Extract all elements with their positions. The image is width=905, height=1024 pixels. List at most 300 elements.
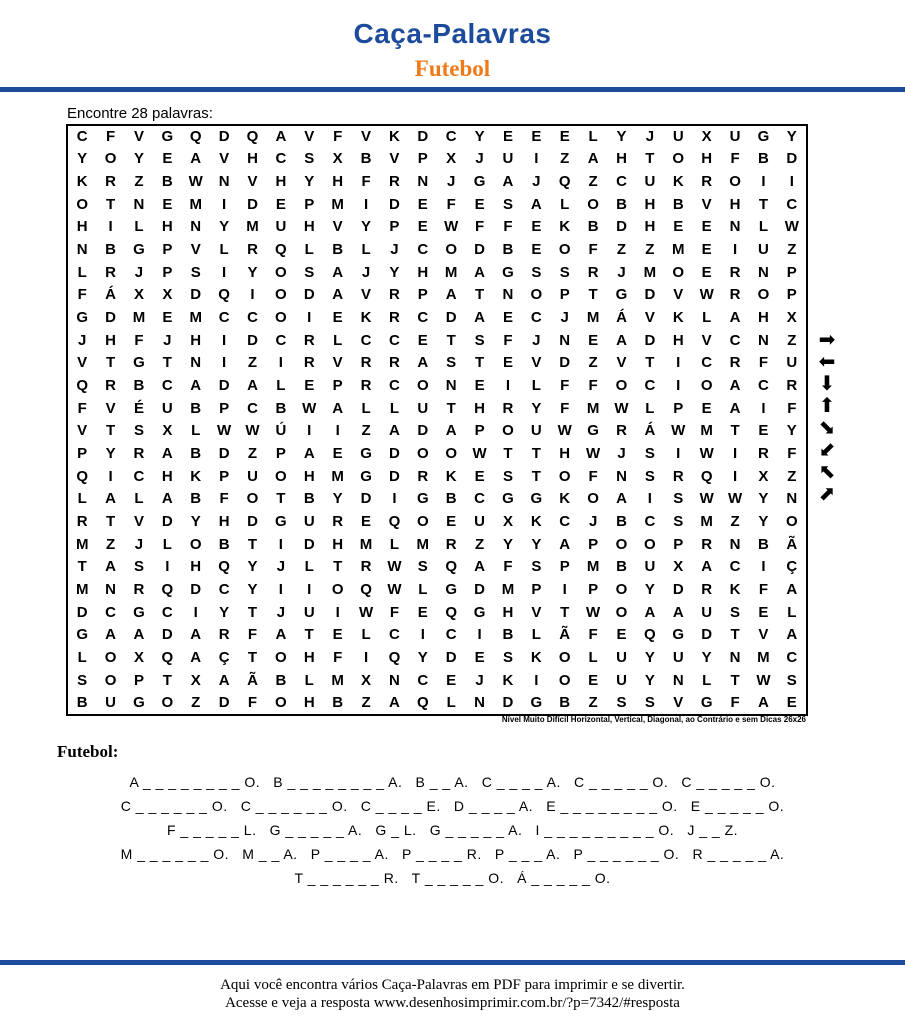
grid-letter[interactable]: J xyxy=(532,331,541,349)
grid-letter[interactable]: V xyxy=(304,127,315,145)
grid-letter[interactable]: L xyxy=(446,694,456,712)
grid-letter[interactable]: J xyxy=(390,241,399,259)
grid-letter[interactable]: P xyxy=(133,671,144,689)
grid-letter[interactable]: A xyxy=(388,694,400,712)
grid-letter[interactable]: F xyxy=(247,626,258,644)
grid-letter[interactable]: N xyxy=(559,331,571,349)
grid-letter[interactable]: E xyxy=(531,127,542,145)
grid-letter[interactable]: N xyxy=(729,535,741,553)
grid-letter[interactable]: R xyxy=(133,444,145,462)
grid-letter[interactable]: I xyxy=(307,309,312,327)
grid-letter[interactable]: Q xyxy=(161,580,174,598)
grid-letter[interactable]: H xyxy=(672,331,684,349)
grid-letter[interactable]: E xyxy=(701,241,712,259)
grid-letter[interactable]: M xyxy=(331,195,344,213)
grid-letter[interactable]: G xyxy=(133,241,145,259)
grid-letter[interactable]: Q xyxy=(161,648,174,666)
grid-letter[interactable]: K xyxy=(530,512,542,530)
grid-letter[interactable]: X xyxy=(701,127,712,145)
grid-letter[interactable]: V xyxy=(332,218,343,236)
grid-letter[interactable]: C xyxy=(786,648,798,666)
grid-letter[interactable]: A xyxy=(105,626,116,644)
grid-letter[interactable]: B xyxy=(672,195,684,213)
grid-letter[interactable]: R xyxy=(616,422,627,440)
grid-letter[interactable]: N xyxy=(502,286,514,304)
grid-letter[interactable]: E xyxy=(701,263,712,281)
grid-letter[interactable]: E xyxy=(275,195,286,213)
grid-letter[interactable]: E xyxy=(162,150,173,168)
grid-letter[interactable]: T xyxy=(105,422,116,440)
grid-letter[interactable]: R xyxy=(672,467,684,485)
grid-letter[interactable]: E xyxy=(786,694,797,712)
grid-letter[interactable]: W xyxy=(387,580,402,598)
grid-letter[interactable]: Z xyxy=(787,331,797,349)
grid-letter[interactable]: I xyxy=(165,558,170,576)
grid-letter[interactable]: C xyxy=(218,309,230,327)
grid-letter[interactable]: J xyxy=(361,263,371,281)
grid-letter[interactable]: L xyxy=(333,331,343,349)
grid-letter[interactable]: C xyxy=(644,377,656,395)
grid-letter[interactable]: T xyxy=(247,648,258,666)
grid-letter[interactable]: O xyxy=(644,535,656,553)
grid-letter[interactable]: G xyxy=(133,603,145,621)
grid-letter[interactable]: A xyxy=(190,648,202,666)
grid-letter[interactable]: P xyxy=(559,558,570,576)
grid-letter[interactable]: Y xyxy=(219,218,230,236)
grid-letter[interactable]: T xyxy=(105,512,116,530)
grid-letter[interactable]: B xyxy=(757,535,769,553)
grid-letter[interactable]: M xyxy=(700,512,713,530)
grid-letter[interactable]: H xyxy=(502,603,514,621)
grid-letter[interactable]: E xyxy=(417,218,428,236)
grid-letter[interactable]: G xyxy=(473,603,486,621)
grid-letter[interactable]: F xyxy=(588,377,598,395)
grid-letter[interactable]: A xyxy=(672,603,684,621)
grid-letter[interactable]: E xyxy=(304,377,315,395)
grid-letter[interactable]: Q xyxy=(445,603,458,621)
grid-letter[interactable]: Y xyxy=(219,603,230,621)
grid-letter[interactable]: E xyxy=(417,331,428,349)
grid-letter[interactable]: S xyxy=(616,694,627,712)
grid-letter[interactable]: Y xyxy=(644,671,655,689)
grid-letter[interactable]: O xyxy=(416,512,429,530)
grid-letter[interactable]: Q xyxy=(388,648,401,666)
grid-letter[interactable]: M xyxy=(189,195,202,213)
grid-letter[interactable]: P xyxy=(389,218,400,236)
grid-letter[interactable]: I xyxy=(761,173,766,191)
grid-letter[interactable]: G xyxy=(161,127,174,145)
grid-letter[interactable]: Ç xyxy=(786,558,798,576)
grid-letter[interactable]: B xyxy=(616,195,627,213)
grid-letter[interactable]: T xyxy=(503,444,513,462)
grid-letter[interactable]: T xyxy=(645,150,655,168)
grid-letter[interactable]: T xyxy=(105,354,116,372)
grid-letter[interactable]: D xyxy=(303,535,315,553)
grid-letter[interactable]: P xyxy=(275,444,286,462)
grid-letter[interactable]: J xyxy=(617,444,626,462)
grid-letter[interactable]: L xyxy=(162,535,172,553)
grid-letter[interactable]: T xyxy=(446,331,456,349)
grid-letter[interactable]: R xyxy=(303,331,315,349)
grid-letter[interactable]: T xyxy=(588,286,598,304)
grid-letter[interactable]: O xyxy=(530,286,543,304)
grid-letter[interactable]: V xyxy=(133,512,144,530)
grid-letter[interactable]: U xyxy=(616,671,627,689)
grid-letter[interactable]: R xyxy=(105,377,116,395)
grid-letter[interactable]: E xyxy=(474,467,485,485)
grid-letter[interactable]: F xyxy=(105,127,116,145)
grid-letter[interactable]: O xyxy=(331,580,344,598)
grid-letter[interactable]: P xyxy=(417,286,428,304)
grid-letter[interactable]: I xyxy=(307,580,312,598)
grid-letter[interactable]: Y xyxy=(474,127,485,145)
grid-letter[interactable]: M xyxy=(359,535,373,553)
grid-letter[interactable]: A xyxy=(275,127,287,145)
grid-letter[interactable]: P xyxy=(531,580,542,598)
grid-letter[interactable]: E xyxy=(701,218,712,236)
grid-letter[interactable]: I xyxy=(534,150,539,168)
grid-letter[interactable]: X xyxy=(133,648,144,666)
grid-letter[interactable]: Z xyxy=(474,535,485,553)
grid-letter[interactable]: H xyxy=(303,467,315,485)
grid-letter[interactable]: Ç xyxy=(218,648,230,666)
grid-letter[interactable]: L xyxy=(219,241,229,259)
grid-letter[interactable]: B xyxy=(105,241,116,259)
grid-letter[interactable]: E xyxy=(474,648,485,666)
grid-letter[interactable]: C xyxy=(275,331,287,349)
grid-letter[interactable]: B xyxy=(275,399,287,417)
grid-letter[interactable]: J xyxy=(78,331,87,349)
grid-letter[interactable]: C xyxy=(388,626,400,644)
grid-letter[interactable]: O xyxy=(502,422,514,440)
grid-letter[interactable]: Q xyxy=(360,580,372,598)
grid-letter[interactable]: B xyxy=(161,173,173,191)
grid-letter[interactable]: B xyxy=(616,558,627,576)
grid-letter[interactable]: N xyxy=(672,671,684,689)
grid-letter[interactable]: S xyxy=(531,263,542,281)
grid-letter[interactable]: N xyxy=(417,173,429,191)
grid-letter[interactable]: M xyxy=(586,309,600,327)
grid-letter[interactable]: J xyxy=(532,173,541,191)
grid-letter[interactable]: O xyxy=(275,263,287,281)
grid-letter[interactable]: S xyxy=(446,354,457,372)
grid-letter[interactable]: F xyxy=(247,694,258,712)
grid-letter[interactable]: T xyxy=(730,422,740,440)
grid-letter[interactable]: L xyxy=(588,648,598,666)
grid-letter[interactable]: U xyxy=(672,127,684,145)
grid-letter[interactable]: H xyxy=(218,512,230,530)
grid-letter[interactable]: C xyxy=(644,512,656,530)
grid-letter[interactable]: V xyxy=(701,195,712,213)
grid-letter[interactable]: D xyxy=(218,444,230,462)
grid-letter[interactable]: U xyxy=(161,399,173,417)
grid-letter[interactable]: B xyxy=(559,694,571,712)
grid-letter[interactable]: V xyxy=(361,286,372,304)
grid-letter[interactable]: P xyxy=(219,399,230,417)
grid-letter[interactable]: I xyxy=(534,671,539,689)
grid-letter[interactable]: K xyxy=(190,467,202,485)
grid-letter[interactable]: G xyxy=(502,490,514,508)
grid-letter[interactable]: L xyxy=(361,399,371,417)
grid-letter[interactable]: Y xyxy=(701,648,712,666)
grid-letter[interactable]: D xyxy=(388,195,400,213)
grid-letter[interactable]: F xyxy=(333,648,343,666)
grid-letter[interactable]: R xyxy=(729,263,741,281)
grid-letter[interactable]: Z xyxy=(787,241,797,259)
grid-letter[interactable]: B xyxy=(190,399,202,417)
grid-letter[interactable]: L xyxy=(191,422,201,440)
grid-letter[interactable]: P xyxy=(417,150,428,168)
grid-letter[interactable]: C xyxy=(133,467,145,485)
grid-letter[interactable]: W xyxy=(358,603,374,621)
grid-letter[interactable]: L xyxy=(304,671,314,689)
grid-letter[interactable]: Z xyxy=(645,241,655,259)
grid-letter[interactable]: O xyxy=(275,286,287,304)
grid-letter[interactable]: A xyxy=(332,286,344,304)
grid-letter[interactable]: M xyxy=(672,241,685,259)
grid-letter[interactable]: A xyxy=(161,490,173,508)
grid-letter[interactable]: I xyxy=(761,399,766,417)
grid-letter[interactable]: B xyxy=(332,241,344,259)
grid-letter[interactable]: I xyxy=(108,218,113,236)
grid-letter[interactable]: H xyxy=(332,535,344,553)
grid-letter[interactable]: D xyxy=(644,331,656,349)
grid-letter[interactable]: I xyxy=(222,331,227,349)
grid-letter[interactable]: C xyxy=(417,309,429,327)
grid-letter[interactable]: E xyxy=(588,331,599,349)
grid-letter[interactable]: A xyxy=(786,626,798,644)
grid-letter[interactable]: Y xyxy=(190,512,201,530)
grid-letter[interactable]: C xyxy=(445,626,457,644)
grid-letter[interactable]: W xyxy=(444,218,459,236)
grid-letter[interactable]: Q xyxy=(445,558,458,576)
grid-letter[interactable]: D xyxy=(360,490,372,508)
grid-letter[interactable]: Q xyxy=(218,558,230,576)
grid-letter[interactable]: H xyxy=(616,150,627,168)
grid-letter[interactable]: C xyxy=(757,377,769,395)
grid-letter[interactable]: D xyxy=(388,444,400,462)
grid-letter[interactable]: E xyxy=(502,127,513,145)
grid-letter[interactable]: Z xyxy=(191,694,201,712)
grid-letter[interactable]: H xyxy=(161,218,173,236)
grid-letter[interactable]: D xyxy=(161,626,173,644)
grid-letter[interactable]: M xyxy=(586,558,600,576)
grid-letter[interactable]: I xyxy=(222,195,227,213)
grid-letter[interactable]: D xyxy=(247,331,258,349)
grid-letter[interactable]: N xyxy=(729,218,741,236)
grid-letter[interactable]: C xyxy=(530,309,542,327)
grid-letter[interactable]: Z xyxy=(616,241,627,259)
grid-letter[interactable]: E xyxy=(446,512,457,530)
grid-letter[interactable]: H xyxy=(105,331,116,349)
grid-letter[interactable]: P xyxy=(304,195,315,213)
grid-letter[interactable]: P xyxy=(474,422,485,440)
grid-letter[interactable]: V xyxy=(616,354,627,372)
grid-letter[interactable]: E xyxy=(559,127,570,145)
grid-letter[interactable]: V xyxy=(758,626,769,644)
grid-letter[interactable]: U xyxy=(417,399,429,417)
grid-letter[interactable]: O xyxy=(700,377,713,395)
grid-letter[interactable]: E xyxy=(417,603,428,621)
grid-letter[interactable]: M xyxy=(757,648,770,666)
grid-letter[interactable]: U xyxy=(644,173,656,191)
grid-letter[interactable]: B xyxy=(76,694,88,712)
grid-letter[interactable]: T xyxy=(105,195,116,213)
grid-letter[interactable]: Z xyxy=(361,422,371,440)
grid-letter[interactable]: W xyxy=(387,558,402,576)
grid-letter[interactable]: O xyxy=(729,173,741,191)
grid-letter[interactable]: L xyxy=(77,648,87,666)
grid-letter[interactable]: Ã xyxy=(559,626,571,644)
grid-letter[interactable]: B xyxy=(757,150,769,168)
grid-letter[interactable]: C xyxy=(729,558,741,576)
grid-letter[interactable]: T xyxy=(446,399,456,417)
grid-letter[interactable]: W xyxy=(557,422,572,440)
grid-letter[interactable]: F xyxy=(588,626,598,644)
grid-letter[interactable]: V xyxy=(332,354,343,372)
grid-letter[interactable]: Z xyxy=(105,535,116,553)
grid-letter[interactable]: H xyxy=(729,195,741,213)
grid-letter[interactable]: K xyxy=(76,173,88,191)
grid-letter[interactable]: L xyxy=(304,558,314,576)
grid-letter[interactable]: Y xyxy=(361,218,372,236)
grid-letter[interactable]: D xyxy=(474,241,485,259)
grid-letter[interactable]: E xyxy=(361,512,372,530)
grid-letter[interactable]: K xyxy=(559,218,571,236)
grid-letter[interactable]: A xyxy=(701,558,713,576)
grid-letter[interactable]: B xyxy=(303,490,315,508)
grid-letter[interactable]: L xyxy=(588,127,598,145)
grid-letter[interactable]: L xyxy=(702,671,712,689)
grid-letter[interactable]: X xyxy=(446,150,457,168)
grid-letter[interactable]: U xyxy=(729,127,741,145)
grid-letter[interactable]: M xyxy=(501,580,515,598)
grid-letter[interactable]: A xyxy=(474,263,485,281)
grid-letter[interactable]: T xyxy=(162,671,172,689)
grid-letter[interactable]: E xyxy=(417,195,428,213)
grid-letter[interactable]: Z xyxy=(361,694,371,712)
grid-letter[interactable]: U xyxy=(105,694,116,712)
grid-letter[interactable]: T xyxy=(247,603,258,621)
grid-letter[interactable]: S xyxy=(190,263,201,281)
grid-letter[interactable]: K xyxy=(530,648,542,666)
grid-letter[interactable]: Y xyxy=(247,558,258,576)
grid-letter[interactable]: P xyxy=(588,535,599,553)
grid-letter[interactable]: F xyxy=(503,218,513,236)
grid-letter[interactable]: T xyxy=(730,626,740,644)
grid-letter[interactable]: O xyxy=(161,694,174,712)
grid-letter[interactable]: A xyxy=(445,286,457,304)
grid-letter[interactable]: F xyxy=(758,580,768,598)
grid-letter[interactable]: U xyxy=(701,603,713,621)
grid-letter[interactable]: N xyxy=(218,173,230,191)
grid-letter[interactable]: O xyxy=(445,241,458,259)
grid-letter[interactable]: H xyxy=(559,444,571,462)
grid-letter[interactable]: I xyxy=(108,467,113,485)
grid-letter[interactable]: D xyxy=(218,127,230,145)
grid-letter[interactable]: O xyxy=(558,467,571,485)
grid-letter[interactable]: D xyxy=(502,694,514,712)
grid-letter[interactable]: S xyxy=(133,558,144,576)
grid-letter[interactable]: O xyxy=(416,377,429,395)
grid-letter[interactable]: I xyxy=(676,377,681,395)
grid-letter[interactable]: X xyxy=(190,671,201,689)
grid-letter[interactable]: R xyxy=(417,467,429,485)
grid-letter[interactable]: L xyxy=(77,490,87,508)
grid-letter[interactable]: A xyxy=(729,377,741,395)
grid-letter[interactable]: N xyxy=(474,694,485,712)
grid-letter[interactable]: Y xyxy=(247,580,258,598)
grid-letter[interactable]: A xyxy=(587,150,599,168)
grid-letter[interactable]: Z xyxy=(588,173,598,191)
grid-letter[interactable]: J xyxy=(276,603,286,621)
grid-letter[interactable]: D xyxy=(445,648,457,666)
grid-letter[interactable]: P xyxy=(673,535,684,553)
grid-letter[interactable]: A xyxy=(190,377,202,395)
grid-letter[interactable]: R xyxy=(332,512,344,530)
grid-letter[interactable]: I xyxy=(278,354,283,372)
grid-letter[interactable]: N xyxy=(105,580,116,598)
grid-letter[interactable]: I xyxy=(193,603,198,621)
grid-letter[interactable]: C xyxy=(247,309,258,327)
grid-letter[interactable]: C xyxy=(360,331,372,349)
grid-letter[interactable]: A xyxy=(474,558,485,576)
grid-letter[interactable]: V xyxy=(389,150,400,168)
grid-letter[interactable]: A xyxy=(757,694,769,712)
grid-letter[interactable]: U xyxy=(786,354,798,372)
grid-letter[interactable]: Y xyxy=(531,535,542,553)
grid-letter[interactable]: O xyxy=(615,580,628,598)
grid-letter[interactable]: S xyxy=(502,648,513,666)
grid-letter[interactable]: Á xyxy=(644,422,656,440)
grid-letter[interactable]: G xyxy=(275,512,287,530)
grid-letter[interactable]: A xyxy=(417,354,429,372)
grid-letter[interactable]: K xyxy=(672,309,684,327)
grid-letter[interactable]: M xyxy=(246,218,259,236)
grid-letter[interactable]: L xyxy=(418,580,428,598)
grid-letter[interactable]: H xyxy=(190,558,202,576)
grid-letter[interactable]: Y xyxy=(786,127,797,145)
grid-letter[interactable]: I xyxy=(307,422,312,440)
grid-letter[interactable]: G xyxy=(615,286,628,304)
grid-letter[interactable]: H xyxy=(332,173,344,191)
grid-letter[interactable]: M xyxy=(416,535,430,553)
grid-letter[interactable]: O xyxy=(558,648,571,666)
grid-letter[interactable]: Á xyxy=(105,286,116,304)
grid-letter[interactable]: R xyxy=(105,173,116,191)
grid-letter[interactable]: I xyxy=(278,580,283,598)
grid-letter[interactable]: L xyxy=(531,377,541,395)
grid-letter[interactable]: D xyxy=(105,309,116,327)
grid-letter[interactable]: S xyxy=(502,195,513,213)
grid-letter[interactable]: M xyxy=(700,422,713,440)
grid-letter[interactable]: E xyxy=(758,422,769,440)
grid-letter[interactable]: C xyxy=(729,331,741,349)
grid-letter[interactable]: S xyxy=(644,467,655,485)
grid-letter[interactable]: E xyxy=(162,309,173,327)
grid-letter[interactable]: O xyxy=(416,444,429,462)
grid-letter[interactable]: E xyxy=(474,377,485,395)
grid-letter[interactable]: R xyxy=(445,535,457,553)
grid-letter[interactable]: X xyxy=(673,558,684,576)
grid-letter[interactable]: D xyxy=(644,286,656,304)
grid-letter[interactable]: L xyxy=(276,377,286,395)
grid-letter[interactable]: L xyxy=(77,263,87,281)
grid-letter[interactable]: I xyxy=(477,626,482,644)
grid-letter[interactable]: B xyxy=(502,241,514,259)
grid-letter[interactable]: J xyxy=(447,173,456,191)
grid-letter[interactable]: Y xyxy=(133,150,144,168)
